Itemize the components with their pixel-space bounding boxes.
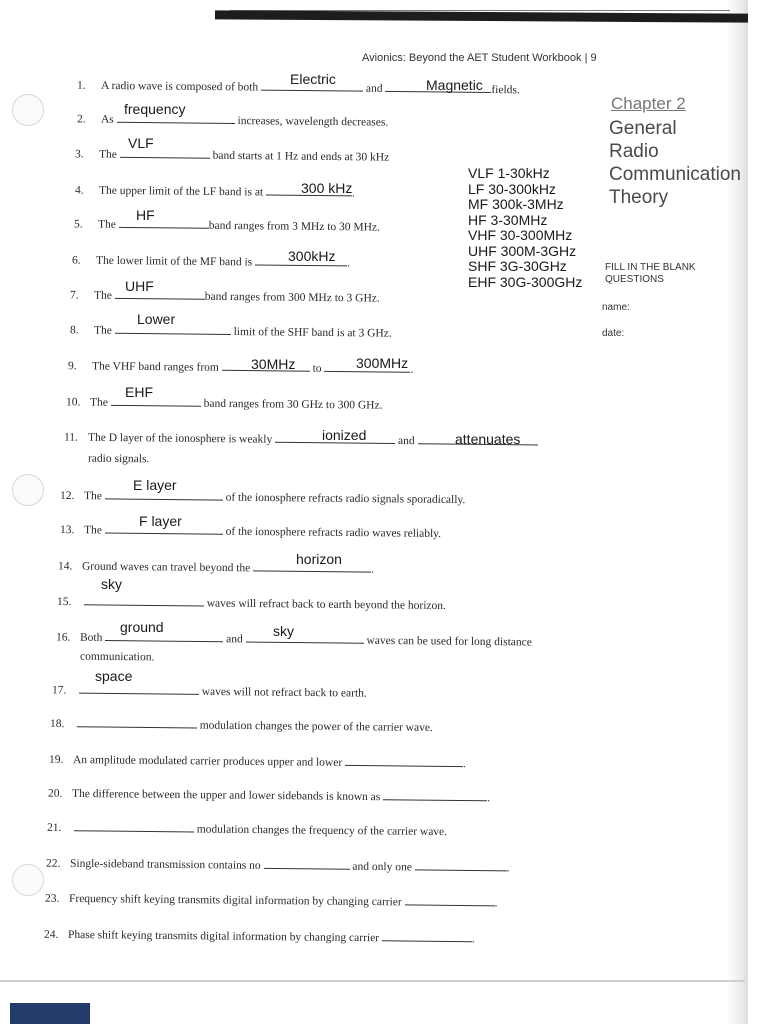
chapter-title-line: General	[609, 118, 677, 139]
question-text: .	[371, 563, 375, 576]
answer-text: Electric	[290, 71, 336, 87]
answer-text: Magnetic	[426, 77, 483, 93]
question-text: A radio wave is composed of both	[100, 79, 259, 94]
answer-text: sky	[273, 623, 294, 639]
question-text: The	[98, 148, 117, 161]
question-text: The	[83, 524, 102, 537]
chapter-title-line: Communication	[609, 164, 741, 185]
question-number: 13.	[59, 524, 75, 537]
question-text: Both	[79, 631, 103, 644]
question-number: 23.	[44, 892, 60, 905]
question-12	[60, 488, 465, 507]
question-number: 17.	[51, 684, 67, 697]
question-text: and only one	[352, 860, 412, 874]
band-row: LF 30-300kHz	[468, 180, 556, 197]
answer-text: Lower	[137, 311, 176, 327]
chapter-label: Chapter 2	[611, 94, 686, 113]
answer-text: space	[95, 668, 133, 684]
question-text: increases, wavelength decreases.	[237, 115, 389, 129]
answer-text: VLF	[128, 135, 154, 151]
question-number: 1.	[76, 79, 86, 92]
question-8	[70, 322, 392, 340]
answer-text: EHF	[125, 384, 153, 400]
question-text: modulation changes the frequency of the carrier wave.	[196, 823, 448, 839]
question-number: 4.	[74, 184, 84, 197]
top-binding-edge	[215, 10, 748, 22]
question-number: 7.	[69, 289, 79, 302]
question-number: 16.	[55, 631, 71, 644]
question-text: of the ionosphere refracts radio waves reliably.	[225, 525, 442, 540]
question-15	[57, 594, 446, 613]
question-text: The	[93, 289, 112, 302]
answer-text: HF	[136, 207, 155, 223]
question-text: Phase shift keying transmits digital information by changing carrier	[67, 928, 380, 945]
question-text: .	[487, 792, 491, 805]
answer-text: 30MHz	[251, 356, 296, 372]
answer-text: sky	[101, 576, 122, 592]
question-text: waves will not refract back to earth.	[201, 685, 367, 700]
question-text: waves can be used for long distance	[366, 634, 532, 649]
question-text: The upper limit of the LF band is at	[98, 184, 264, 199]
punch-hole	[12, 94, 44, 126]
chapter-title	[609, 117, 741, 209]
question-21	[47, 820, 447, 839]
band-reference-table	[468, 166, 582, 290]
question-text: The VHF band ranges from	[91, 360, 219, 374]
question-text: .	[462, 758, 466, 771]
answer-blank[interactable]	[84, 594, 204, 606]
answer-blank[interactable]	[264, 858, 350, 870]
punch-hole	[12, 864, 44, 896]
question-22	[46, 856, 510, 876]
answer-text: ground	[120, 619, 164, 635]
answer-text: F layer	[139, 513, 182, 529]
question-17	[52, 682, 367, 700]
answer-blank[interactable]	[415, 859, 507, 871]
question-text: band ranges from 300 MHz to 3 GHz.	[204, 290, 380, 305]
answer-text: E layer	[133, 477, 177, 493]
chapter-title-line: Radio	[609, 141, 659, 162]
question-18	[50, 716, 433, 735]
question-number: 19.	[48, 753, 64, 766]
instructions	[605, 262, 696, 286]
name-label: name:	[602, 302, 630, 313]
date-label: date:	[602, 328, 625, 339]
question-text: band ranges from 3 MHz to 30 MHz.	[208, 219, 381, 234]
question-text: The difference between the upper and lower sidebands is known as	[71, 787, 381, 804]
question-11-continuation: radio signals.	[87, 452, 150, 466]
question-text: and	[397, 435, 415, 448]
question-number: 3.	[74, 148, 84, 161]
question-number: 18.	[49, 717, 65, 731]
answer-blank[interactable]	[383, 789, 487, 801]
band-row: UHF 300M-3GHz	[468, 242, 577, 259]
answer-blank[interactable]	[77, 716, 197, 728]
answer-text: 300 kHz	[301, 180, 353, 196]
question-text: Ground waves can travel beyond the	[81, 560, 251, 575]
question-text: Single-sideband transmission contains no	[69, 857, 261, 872]
band-row: SHF 3G-30GHz	[468, 258, 567, 274]
question-text: of the ionosphere refracts radio signals sporadically.	[225, 491, 466, 507]
background-object	[10, 1003, 90, 1024]
question-text: band ranges from 30 GHz to 300 GHz.	[203, 397, 383, 412]
question-text: waves will refract back to earth beyond the horizon.	[206, 597, 446, 613]
question-7	[70, 287, 380, 305]
page-bottom-edge	[0, 980, 745, 982]
question-number: 20.	[47, 787, 63, 800]
band-row: VHF 30-300MHz	[468, 227, 573, 243]
answer-blank[interactable]	[405, 894, 495, 906]
band-row: VLF 1-30kHz	[468, 165, 550, 181]
answer-text: horizon	[296, 551, 342, 567]
question-text: The D layer of the ionosphere is weakly	[87, 431, 273, 446]
answer-text: frequency	[124, 101, 186, 117]
question-number: 10.	[65, 396, 81, 409]
answer-text: 300kHz	[288, 248, 336, 264]
question-16-continuation: communication.	[79, 650, 155, 664]
question-text: .	[410, 363, 414, 376]
question-text: The	[89, 396, 108, 409]
instructions-line: FILL IN THE BLANK	[605, 262, 696, 273]
band-row: HF 3-30MHz	[468, 211, 548, 228]
question-number: 9.	[67, 360, 77, 373]
question-text: An amplitude modulated carrier produces upper and lower	[72, 754, 343, 769]
question-3	[75, 146, 389, 164]
question-text: and	[365, 82, 383, 95]
question-text: modulation changes the power of the carrier wave.	[199, 719, 433, 735]
question-text: .	[506, 862, 510, 875]
question-text: .	[351, 187, 355, 200]
question-text: fields.	[491, 84, 520, 97]
chapter-title-line: Theory	[609, 187, 669, 208]
band-row: EHF 30G-300GHz	[468, 273, 583, 290]
question-text: band starts at 1 Hz and ends at 30 kHz	[212, 149, 390, 164]
question-text: and	[226, 633, 243, 646]
question-text: .	[494, 897, 498, 910]
question-text: The	[83, 490, 102, 503]
question-text: The	[93, 324, 112, 337]
question-text: .	[471, 933, 475, 946]
question-text: Frequency shift keying transmits digital information by changing carrier	[68, 892, 402, 909]
band-row: MF 300k-3MHz	[468, 196, 564, 212]
answer-blank[interactable]	[345, 755, 463, 767]
question-number: 24.	[43, 928, 59, 941]
question-text: .	[347, 257, 351, 270]
question-13	[60, 522, 441, 541]
answer-blank[interactable]	[119, 217, 209, 229]
question-number: 14.	[57, 560, 73, 573]
question-text: to	[312, 362, 322, 375]
question-text: The lower limit of the MF band is	[95, 254, 253, 269]
question-number: 8.	[69, 324, 79, 337]
answer-text: ionized	[322, 427, 367, 443]
question-number: 2.	[76, 113, 86, 126]
question-number: 22.	[45, 857, 61, 870]
question-5	[74, 216, 380, 234]
question-text: The	[97, 218, 116, 231]
question-number: 11.	[63, 431, 79, 444]
running-header: Avionics: Beyond the AET Student Workbook | 9	[362, 52, 597, 64]
question-19	[49, 752, 466, 771]
question-number: 21.	[46, 821, 62, 835]
answer-text: UHF	[125, 278, 154, 294]
punch-hole	[12, 474, 44, 506]
question-23	[45, 891, 498, 911]
answer-blank[interactable]	[79, 683, 199, 695]
answer-blank[interactable]	[74, 820, 194, 832]
question-20	[48, 786, 490, 806]
question-number: 5.	[73, 218, 83, 231]
question-text: limit of the SHF band is at 3 GHz.	[233, 326, 392, 340]
question-24	[44, 927, 475, 947]
question-10	[66, 394, 383, 412]
question-text: As	[100, 113, 114, 126]
answer-text: 300MHz	[356, 355, 409, 371]
answer-text: attenuates	[455, 431, 521, 447]
answer-blank[interactable]	[382, 930, 472, 942]
instructions-line: QUESTIONS	[605, 274, 664, 285]
answer-blank[interactable]	[246, 631, 364, 643]
question-number: 6.	[71, 254, 81, 267]
question-number: 15.	[56, 595, 72, 609]
question-number: 12.	[59, 489, 75, 503]
